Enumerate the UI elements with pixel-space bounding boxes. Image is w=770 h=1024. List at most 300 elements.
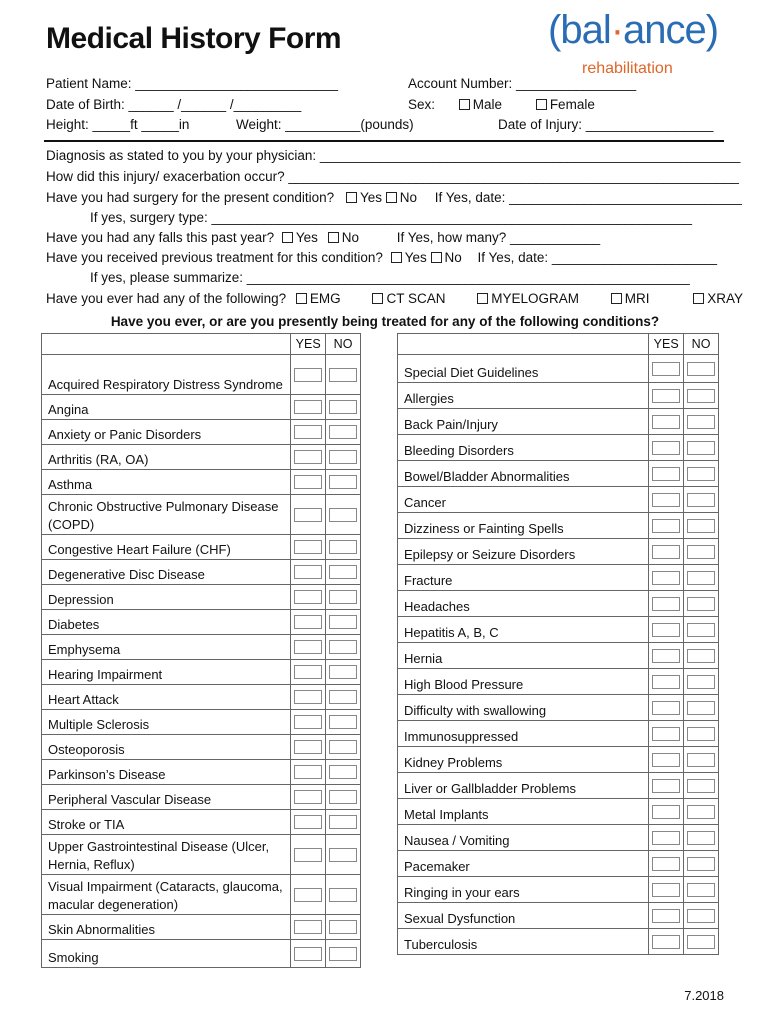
no-checkbox[interactable] [329,848,357,862]
condition-label: Dizziness or Fainting Spells [398,513,649,539]
male-label: Male [472,97,503,112]
yes-cell [291,635,326,660]
no-cell [684,695,719,721]
condition-label: Immunosuppressed [398,721,649,747]
height-field[interactable]: Height: _____ft _____in [46,117,190,132]
yes-cell [649,409,684,435]
no-checkbox[interactable] [329,640,357,654]
no-checkbox[interactable] [687,883,715,897]
logo-dot: · [610,8,624,52]
yes-cell [291,875,326,915]
condition-label: Arthritis (RA, OA) [42,445,291,470]
yes-checkbox[interactable] [294,425,322,439]
no-cell [684,773,719,799]
condition-label: Epilepsy or Seizure Disorders [398,539,649,565]
logo-wordmark [548,8,718,53]
yes-checkbox[interactable] [652,545,680,559]
yes-cell [649,825,684,851]
yes-cell [649,643,684,669]
male-checkbox[interactable] [459,99,470,110]
yes-cell [649,721,684,747]
yes-checkbox[interactable] [652,909,680,923]
no-checkbox[interactable] [329,665,357,679]
no-checkbox[interactable] [329,888,357,902]
condition-row [42,355,361,395]
condition-row [398,383,719,409]
yes-checkbox[interactable] [294,920,322,934]
no-cell [326,760,361,785]
no-checkbox[interactable] [687,597,715,611]
yes-checkbox[interactable] [294,368,322,382]
yes-checkbox[interactable] [294,615,322,629]
date-of-birth-field[interactable]: Date of Birth: ______ /______ /_________ [46,97,302,112]
yes-checkbox[interactable] [294,565,322,579]
yes-checkbox[interactable] [652,415,680,429]
ct-scan-checkbox[interactable] [372,293,383,304]
yes-checkbox[interactable] [294,475,322,489]
condition-label: Allergies [398,383,649,409]
no-cell [684,409,719,435]
yes-cell [291,470,326,495]
no-cell [684,643,719,669]
yes-cell [649,929,684,955]
condition-row [398,903,719,929]
yes-checkbox[interactable] [294,450,322,464]
yes-cell [649,591,684,617]
condition-row [398,773,719,799]
condition-row [398,643,719,669]
yes-cell [291,685,326,710]
condition-label: Degenerative Disc Disease [42,560,291,585]
no-checkbox[interactable] [329,450,357,464]
no-checkbox[interactable] [329,400,357,414]
no-checkbox[interactable] [687,467,715,481]
yes-cell [649,487,684,513]
yes-checkbox[interactable] [652,362,680,376]
condition-row [398,487,719,513]
condition-row [42,735,361,760]
condition-label: Tuberculosis [398,929,649,955]
yes-cell [291,760,326,785]
no-checkbox[interactable] [687,753,715,767]
yes-checkbox[interactable] [294,848,322,862]
no-cell [326,445,361,470]
yes-cell [649,669,684,695]
treatment-no-checkbox[interactable] [431,252,442,263]
condition-label: Osteoporosis [42,735,291,760]
yes-cell [649,877,684,903]
condition-label: Stroke or TIA [42,810,291,835]
yes-cell [649,695,684,721]
yes-checkbox[interactable] [294,400,322,414]
no-checkbox[interactable] [329,790,357,804]
yes-checkbox[interactable] [294,640,322,654]
no-cell [326,940,361,968]
condition-row [398,617,719,643]
no-cell [326,810,361,835]
surgery-yes-label: Yes [359,190,382,205]
no-checkbox[interactable] [329,715,357,729]
yes-checkbox[interactable] [652,779,680,793]
yes-checkbox[interactable] [652,675,680,689]
yes-cell [291,420,326,445]
no-checkbox[interactable] [329,508,357,522]
mri-checkbox[interactable] [611,293,622,304]
condition-row [42,560,361,585]
treatment-question-label: Have you received previous treatment for this condition? [46,250,383,265]
yes-cell [649,565,684,591]
condition-row [42,785,361,810]
condition-row [398,799,719,825]
condition-row [398,591,719,617]
condition-label: Depression [42,585,291,610]
condition-row [398,721,719,747]
yes-checkbox[interactable] [294,590,322,604]
condition-label: High Blood Pressure [398,669,649,695]
no-checkbox[interactable] [329,475,357,489]
yes-checkbox[interactable] [294,540,322,554]
myelogram-checkbox[interactable] [477,293,488,304]
condition-row [42,940,361,968]
condition-label: Smoking [42,940,291,968]
no-cell [326,875,361,915]
no-cell [326,470,361,495]
myelogram-label: MYELOGRAM [491,291,579,306]
condition-row [398,929,719,955]
condition-row [398,851,719,877]
condition-row [398,461,719,487]
yes-checkbox[interactable] [652,649,680,663]
form-title: Medical History Form [46,22,342,55]
no-cell [326,660,361,685]
no-cell [326,785,361,810]
condition-label: Bleeding Disorders [398,435,649,461]
no-cell [684,435,719,461]
yes-cell [291,495,326,535]
surgery-yes-checkbox[interactable] [346,192,357,203]
condition-row [42,810,361,835]
condition-label: Sexual Dysfunction [398,903,649,929]
condition-row [398,355,719,383]
no-cell [326,685,361,710]
condition-row [42,420,361,445]
condition-row [398,513,719,539]
no-cell [684,487,719,513]
header-blank [42,334,291,355]
condition-row [398,565,719,591]
condition-row [42,915,361,940]
no-cell [684,539,719,565]
condition-label: Back Pain/Injury [398,409,649,435]
no-cell [326,610,361,635]
no-cell [326,585,361,610]
condition-label: Ringing in your ears [398,877,649,903]
no-checkbox[interactable] [687,909,715,923]
account-number-field[interactable]: Account Number: ________________ [408,76,637,91]
no-checkbox[interactable] [329,615,357,629]
condition-label: Cancer [398,487,649,513]
yes-cell [291,735,326,760]
yes-checkbox[interactable] [652,753,680,767]
no-cell [684,929,719,955]
yes-checkbox[interactable] [652,597,680,611]
no-checkbox[interactable] [329,740,357,754]
treatment-summary-field[interactable]: If yes, please summarize: ___________________________________________________________ [90,270,690,285]
no-checkbox[interactable] [687,545,715,559]
condition-row [42,395,361,420]
table-header-row [398,334,719,355]
condition-label: Bowel/Bladder Abnormalities [398,461,649,487]
no-cell [684,565,719,591]
condition-label: Kidney Problems [398,747,649,773]
no-checkbox[interactable] [329,565,357,579]
yes-checkbox[interactable] [652,831,680,845]
condition-label: Nausea / Vomiting [398,825,649,851]
table-header-row [42,334,361,355]
no-cell [326,710,361,735]
condition-row [398,669,719,695]
no-checkbox[interactable] [329,368,357,382]
yes-checkbox[interactable] [294,790,322,804]
no-cell [684,383,719,409]
condition-label: Hepatitis A, B, C [398,617,649,643]
patient-name-field[interactable]: Patient Name: ___________________________ [46,76,339,91]
yes-cell [649,355,684,383]
no-checkbox[interactable] [687,935,715,949]
condition-row [42,610,361,635]
treatment-yes-label: Yes [404,250,427,265]
condition-row [42,875,361,915]
yes-cell [291,355,326,395]
yes-checkbox[interactable] [294,740,322,754]
falls-no-checkbox[interactable] [328,232,339,243]
tests-question-label: Have you ever had any of the following? [46,291,287,306]
yes-checkbox[interactable] [294,665,322,679]
no-cell [684,747,719,773]
condition-label: Angina [42,395,291,420]
yes-checkbox[interactable] [652,701,680,715]
no-checkbox[interactable] [687,649,715,663]
yes-checkbox[interactable] [294,715,322,729]
condition-label: Asthma [42,470,291,495]
no-checkbox[interactable] [687,805,715,819]
yes-cell [291,710,326,735]
condition-label: Acquired Respiratory Distress Syndrome [42,355,291,395]
surgery-question-label: Have you had surgery for the present condition? [46,190,335,205]
no-header: NO [326,334,361,355]
yes-cell [291,940,326,968]
xray-label: XRAY [707,291,744,306]
yes-checkbox[interactable] [652,805,680,819]
no-cell [684,513,719,539]
no-cell [684,461,719,487]
right-conditions-table [397,333,719,955]
no-checkbox[interactable] [687,519,715,533]
condition-row [398,747,719,773]
yes-checkbox[interactable] [652,441,680,455]
yes-header: YES [649,334,684,355]
no-checkbox[interactable] [687,623,715,637]
yes-cell [291,445,326,470]
falls-count-field[interactable]: If Yes, how many? ____________ [396,230,601,245]
no-cell [326,495,361,535]
no-cell [326,535,361,560]
condition-label: Hernia [398,643,649,669]
yes-checkbox[interactable] [294,765,322,779]
no-cell [684,721,719,747]
no-cell [684,355,719,383]
condition-label: Heart Attack [42,685,291,710]
surgery-type-field[interactable]: If yes, surgery type: ________________________________________________________________ [90,210,693,225]
yes-cell [649,461,684,487]
yes-checkbox[interactable] [294,690,322,704]
no-checkbox[interactable] [687,362,715,376]
form-version: 7.2018 [684,988,724,1003]
yes-cell [649,851,684,877]
yes-checkbox[interactable] [652,493,680,507]
condition-label: Headaches [398,591,649,617]
no-checkbox[interactable] [329,690,357,704]
diagnosis-field[interactable]: Diagnosis as stated to you by your physician: ________________________________________________________ [46,148,741,163]
yes-cell [291,560,326,585]
no-checkbox[interactable] [329,920,357,934]
date-of-injury-field[interactable]: Date of Injury: _________________ [498,117,714,132]
yes-cell [291,535,326,560]
condition-row [42,495,361,535]
condition-row [42,635,361,660]
no-checkbox[interactable] [687,571,715,585]
yes-checkbox[interactable] [652,519,680,533]
yes-cell [649,903,684,929]
weight-field[interactable]: Weight: __________(pounds) [236,117,414,132]
no-cell [326,560,361,585]
yes-checkbox[interactable] [652,389,680,403]
condition-label: Multiple Sclerosis [42,710,291,735]
no-cell [684,877,719,903]
no-cell [326,635,361,660]
yes-checkbox[interactable] [652,727,680,741]
yes-cell [291,835,326,875]
yes-checkbox[interactable] [652,571,680,585]
yes-cell [291,915,326,940]
condition-label: Emphysema [42,635,291,660]
no-cell [684,591,719,617]
yes-cell [649,435,684,461]
surgery-no-label: No [399,190,418,205]
no-cell [326,420,361,445]
no-checkbox[interactable] [329,540,357,554]
no-checkbox[interactable] [329,590,357,604]
balance-logo [548,8,728,80]
no-checkbox[interactable] [329,765,357,779]
condition-label: Pacemaker [398,851,649,877]
condition-row [42,585,361,610]
no-checkbox[interactable] [687,701,715,715]
no-checkbox[interactable] [687,857,715,871]
treatment-question [46,250,717,265]
condition-row [398,409,719,435]
sex-label: Sex: [408,97,436,112]
yes-checkbox[interactable] [652,935,680,949]
no-checkbox[interactable] [687,779,715,793]
no-cell [684,903,719,929]
condition-label: Metal Implants [398,799,649,825]
no-cell [684,799,719,825]
yes-checkbox[interactable] [294,888,322,902]
tests-question [46,291,744,306]
condition-row [42,470,361,495]
condition-row [42,660,361,685]
logo-subtitle: rehabilitation [582,60,673,77]
yes-checkbox[interactable] [652,857,680,871]
emg-checkbox[interactable] [296,293,307,304]
no-checkbox[interactable] [687,493,715,507]
no-cell [326,835,361,875]
no-checkbox[interactable] [687,415,715,429]
female-checkbox[interactable] [536,99,547,110]
no-checkbox[interactable] [687,727,715,741]
falls-question [46,230,600,245]
conditions-heading: Have you ever, or are you presently being treated for any of the following conditions? [110,314,660,329]
injury-occurrence-field[interactable]: How did this injury/ exacerbation occur? ____________________________________________________________ [46,169,739,184]
no-checkbox[interactable] [329,425,357,439]
condition-row [42,835,361,875]
no-checkbox[interactable] [687,831,715,845]
falls-yes-checkbox[interactable] [282,232,293,243]
no-checkbox[interactable] [329,947,357,961]
sex-group [408,97,595,112]
condition-label: Diabetes [42,610,291,635]
condition-label: Fracture [398,565,649,591]
no-checkbox[interactable] [687,389,715,403]
yes-checkbox[interactable] [294,947,322,961]
condition-label: Chronic Obstructive Pulmonary Disease (COPD) [42,495,291,535]
no-cell [684,669,719,695]
yes-checkbox[interactable] [652,623,680,637]
yes-checkbox[interactable] [294,815,322,829]
condition-row [398,539,719,565]
condition-label: Peripheral Vascular Disease [42,785,291,810]
yes-cell [291,585,326,610]
treatment-date-field[interactable]: If Yes, date: ______________________ [477,250,718,265]
condition-row [42,710,361,735]
yes-cell [291,610,326,635]
yes-checkbox[interactable] [652,467,680,481]
logo-text-pre: (bal [548,8,611,52]
header-blank [398,334,649,355]
condition-label: Anxiety or Panic Disorders [42,420,291,445]
no-checkbox[interactable] [687,441,715,455]
no-cell [684,825,719,851]
condition-row [398,435,719,461]
yes-checkbox[interactable] [652,883,680,897]
yes-cell [649,539,684,565]
xray-checkbox[interactable] [693,293,704,304]
divider [44,140,724,142]
condition-row [42,535,361,560]
no-checkbox[interactable] [687,675,715,689]
yes-cell [649,383,684,409]
surgery-date-field[interactable]: If Yes, date: _______________________________ [434,190,742,205]
surgery-no-checkbox[interactable] [386,192,397,203]
yes-checkbox[interactable] [294,508,322,522]
treatment-yes-checkbox[interactable] [391,252,402,263]
yes-cell [649,617,684,643]
condition-row [42,445,361,470]
yes-cell [291,660,326,685]
no-cell [326,735,361,760]
no-checkbox[interactable] [329,815,357,829]
